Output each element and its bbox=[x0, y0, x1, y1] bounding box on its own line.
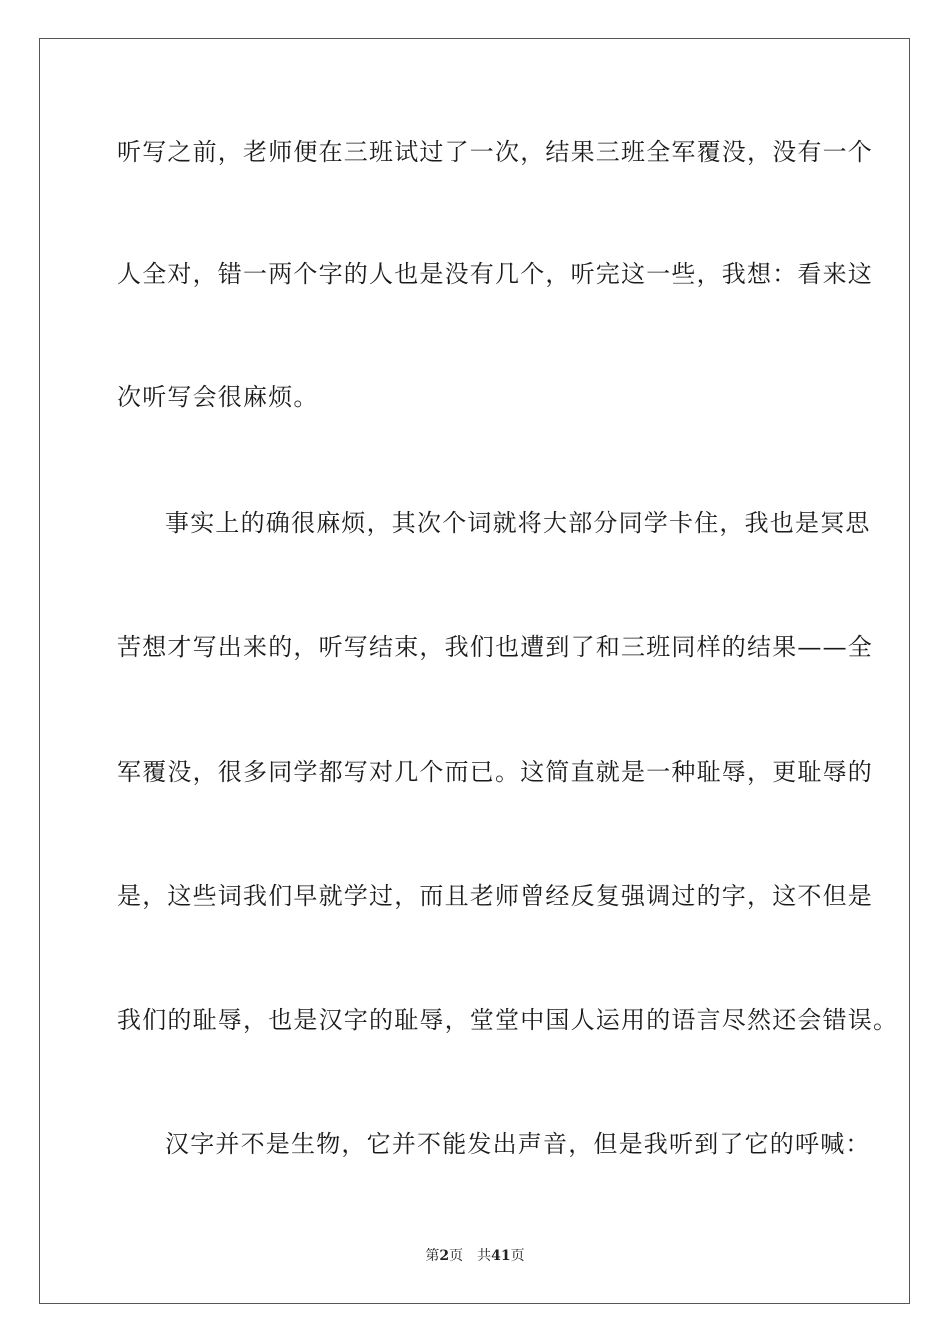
text-line-8: 我们的耻辱，也是汉字的耻辱，堂堂中国人运用的语言尽然还会错误。 bbox=[117, 1006, 899, 1034]
page-suffix: 页 bbox=[449, 1248, 464, 1264]
total-prefix: 共 bbox=[477, 1248, 492, 1264]
text-line-5: 苦想才写出来的，听写结束，我们也遭到了和三班同样的结果——全 bbox=[117, 633, 873, 661]
current-page-number: 2 bbox=[439, 1248, 450, 1264]
page-border bbox=[39, 38, 910, 1304]
total-suffix: 页 bbox=[510, 1248, 525, 1264]
text-line-2: 人全对，错一两个字的人也是没有几个，听完这一些，我想：看来这 bbox=[117, 260, 873, 288]
page-prefix: 第 bbox=[425, 1248, 440, 1264]
text-line-3: 次听写会很麻烦。 bbox=[117, 383, 319, 411]
text-line-9: 汉字并不是生物，它并不能发出声音，但是我听到了它的呼喊： bbox=[165, 1130, 871, 1158]
text-line-7: 是，这些词我们早就学过，而且老师曾经反复强调过的字，这不但是 bbox=[117, 882, 873, 910]
text-line-1: 听写之前，老师便在三班试过了一次，结果三班全军覆没，没有一个 bbox=[117, 138, 873, 166]
page-footer bbox=[0, 1246, 950, 1266]
total-pages-number: 41 bbox=[491, 1248, 511, 1264]
text-line-4: 事实上的确很麻烦，其次个词就将大部分同学卡住，我也是冥思 bbox=[165, 509, 871, 537]
text-line-6: 军覆没，很多同学都写对几个而已。这简直就是一种耻辱，更耻辱的 bbox=[117, 758, 873, 786]
